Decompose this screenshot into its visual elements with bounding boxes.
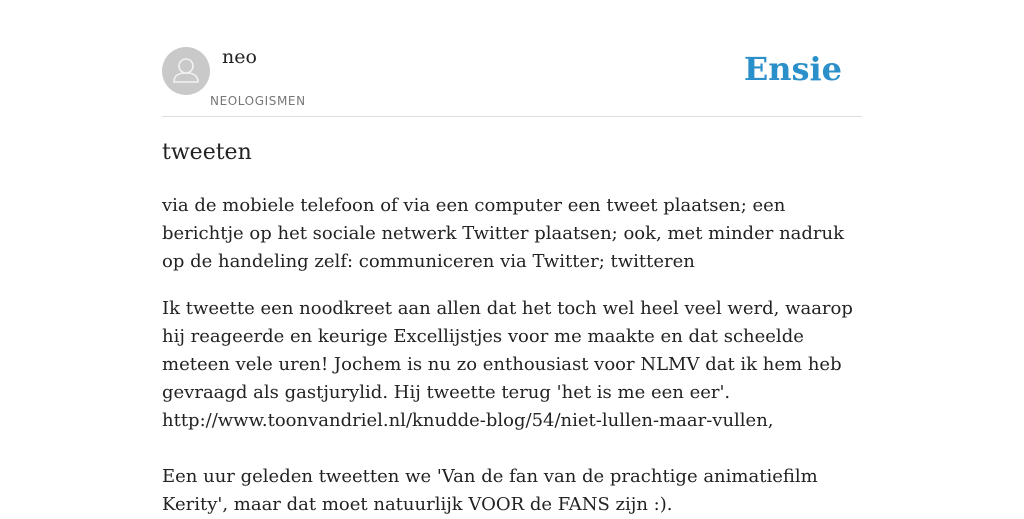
author-avatar[interactable] — [162, 47, 210, 95]
ensie-logo[interactable]: Ensie — [743, 50, 842, 88]
entry-card — [162, 0, 862, 515]
entry-definition: via de mobiele telefoon of via een computer een tweet plaatsen; een berichtje op het sociale netwerk Twitter plaatsen; ook, met minder nadruk op de handeling zelf: communiceren via Twitter; twitteren — [162, 195, 845, 272]
entry-term: tweeten — [162, 140, 252, 165]
user-icon — [162, 47, 210, 95]
entry-example: Ik tweette een noodkreet aan allen dat het toch wel heel veel werd, waarop hij reageerde en keurige Excellijstjes voor me maakte en dat scheelde meteen vele uren! Jochem is nu zo enthousiast voor NLMV dat ik hem heb gevraagd als gastjurylid. Hij tweette terug 'het is me een eer'. http://www.toonvandriel.nl/knudde-blog/54/niet-lullen-maar-vullen, Een uur geleden tweetten we 'Van de fan van de prachtige animatiefilm Kerity', maar dat moet natuurlijk VOOR de FANS zijn :). — [162, 298, 853, 515]
author-name[interactable]: neo — [222, 46, 257, 68]
entry-header — [162, 0, 862, 117]
author-category[interactable]: NEOLOGISMEN — [210, 94, 306, 108]
